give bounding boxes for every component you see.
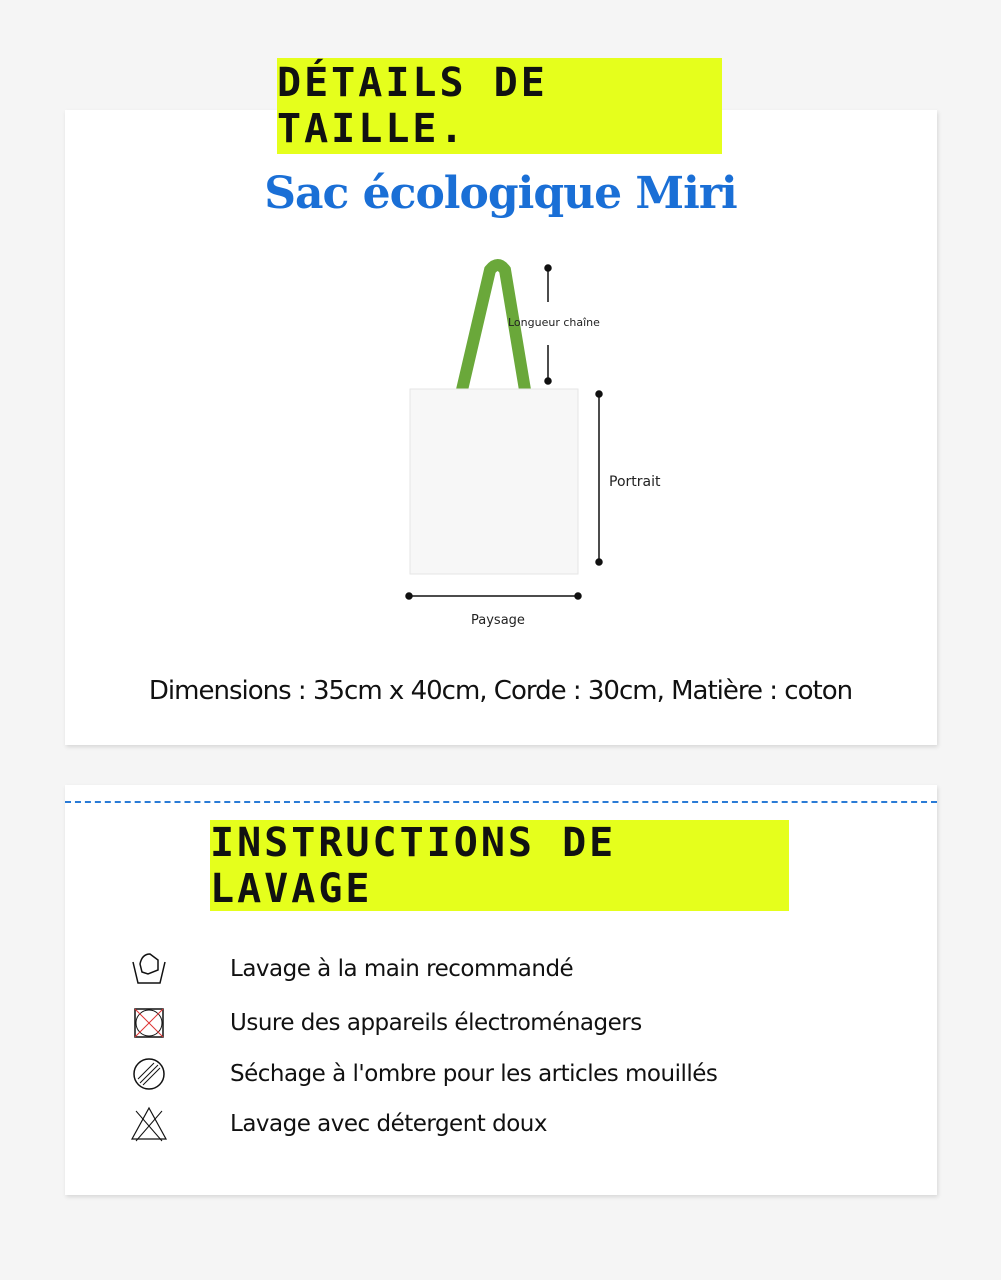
- wash-heading: INSTRUCTIONS DE LAVAGE: [210, 820, 789, 911]
- bag-body: [410, 389, 578, 574]
- wash-item: Séchage à l'ombre pour les articles mouillés: [130, 1055, 717, 1093]
- dashed-divider: [65, 801, 937, 803]
- no-bleach-icon: [130, 1105, 168, 1143]
- height-label: Portrait: [609, 474, 661, 490]
- strap-length-label: Longueur chaîne: [508, 316, 600, 329]
- width-label: Paysage: [471, 613, 525, 628]
- bag-diagram: [390, 250, 680, 640]
- shade-dry-icon: [130, 1055, 168, 1093]
- wash-item: Usure des appareils électroménagers: [130, 1004, 642, 1042]
- no-machine-icon: [130, 1004, 168, 1042]
- size-heading: DÉTAILS DE TAILLE.: [277, 58, 722, 154]
- wash-item: Lavage avec détergent doux: [130, 1105, 547, 1143]
- hand-wash-icon: [130, 950, 168, 988]
- product-name: Sac écologique Miri: [264, 168, 737, 219]
- dimensions-text: Dimensions : 35cm x 40cm, Corde : 30cm, Matière : coton: [148, 676, 853, 706]
- wash-item: Lavage à la main recommandé: [130, 950, 573, 988]
